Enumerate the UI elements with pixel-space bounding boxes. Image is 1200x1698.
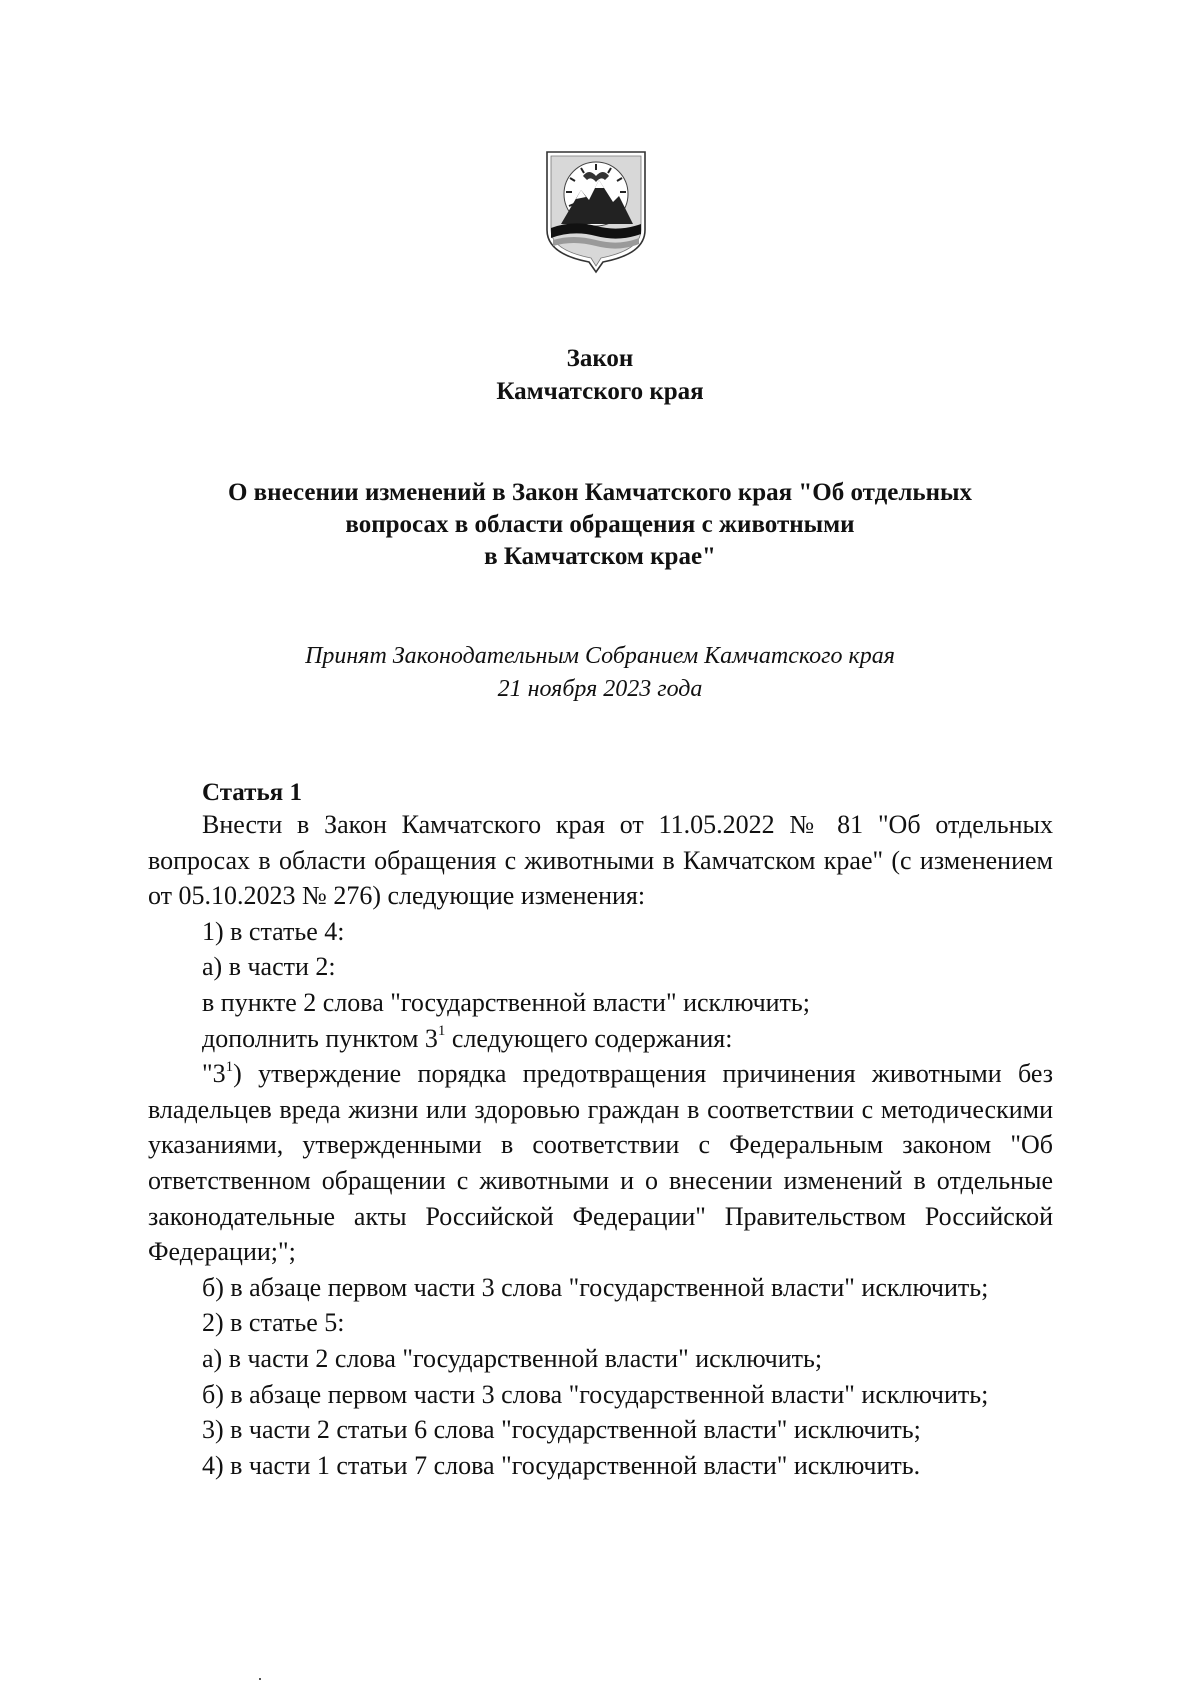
article-intro: Внести в Закон Камчатского края от 11.05.2022 № 81 "Об отдельных вопросах в области обращения с животными в Камчатском крае" (с изменением от 05.10.2023 № 276) следующие изменения: bbox=[148, 810, 1053, 911]
law-subject-line3: в Камчатском крае" bbox=[484, 543, 716, 570]
add-point-tail: следующего содержания: bbox=[445, 1023, 733, 1053]
add-point-superscript: 1 bbox=[437, 1022, 446, 1039]
amendment-item-3: 3) в части 2 статьи 6 слова "государственной власти" исключить; bbox=[202, 1415, 921, 1445]
quoted-point-text bbox=[148, 1056, 1053, 1270]
adoption-note-line1: Принят Законодательным Собранием Камчатского края bbox=[305, 643, 895, 669]
kamchatka-coat-of-arms-icon bbox=[543, 146, 649, 274]
amendment-item-2: 2) в статье 5: bbox=[202, 1308, 345, 1338]
amendment-item-1a-point2: в пункте 2 слова "государственной власти" исключить; bbox=[202, 987, 811, 1017]
law-subject bbox=[0, 477, 1200, 573]
article-title: Статья 1 bbox=[202, 779, 302, 806]
law-title bbox=[0, 342, 1200, 408]
quote-body: ) утверждение порядка предотвращения причинения животными без владельцев вреда жизни или здоровью граждан в соответствии с методическими указаниями, утвержденными в соответствии с Федеральным законом "Об ответственном обращении с животными и о внесении изменений в отдельные законодательные акты Российской Федерации" Правительством Российской Федерации;"; bbox=[148, 1059, 1053, 1267]
amendment-item-1a-add-point bbox=[148, 1021, 1053, 1057]
amendment-item-1a: а) в части 2: bbox=[202, 952, 336, 982]
quote-superscript: 1 bbox=[225, 1058, 234, 1075]
amendment-item-1: 1) в статье 4: bbox=[202, 916, 345, 946]
law-subject-line1: О внесении изменений в Закон Камчатского края "Об отдельных bbox=[227, 479, 973, 506]
quote-number: "3 bbox=[202, 1059, 226, 1089]
adoption-note bbox=[0, 640, 1200, 706]
add-point-text: дополнить пунктом 3 bbox=[202, 1023, 438, 1053]
law-subject-line2: вопросах в области обращения с животными bbox=[345, 511, 855, 538]
amendment-item-1b: б) в абзаце первом части 3 слова "государственной власти" исключить; bbox=[202, 1272, 989, 1302]
scan-speck bbox=[259, 1678, 261, 1680]
article-body bbox=[148, 807, 1053, 1483]
amendment-item-2b: б) в абзаце первом части 3 слова "государственной власти" исключить; bbox=[202, 1379, 989, 1409]
law-title-line1: Закон bbox=[566, 345, 634, 372]
amendment-item-2a: а) в части 2 слова "государственной власти" исключить; bbox=[202, 1343, 823, 1373]
law-title-line2: Камчатского края bbox=[496, 378, 704, 405]
adoption-note-line2: 21 ноября 2023 года bbox=[497, 676, 703, 702]
amendment-item-4: 4) в части 1 статьи 7 слова "государственной власти" исключить. bbox=[202, 1450, 921, 1480]
